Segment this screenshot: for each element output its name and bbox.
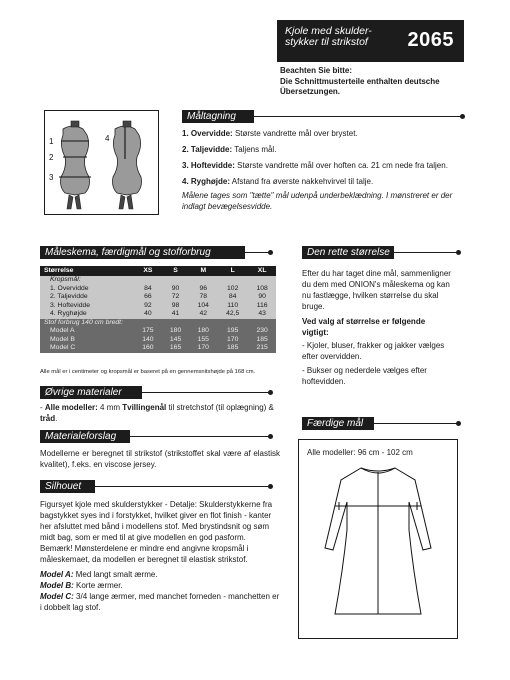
- row-label: 4. Ryghøjde: [50, 310, 87, 317]
- model-b: [40, 580, 280, 591]
- divider-dot: [268, 250, 273, 255]
- oevrige-body: - Alle modeller: 4 mm Tvillingenål til stretchstof (til oplægning) & tråd.: [40, 403, 274, 423]
- col-header: S: [162, 266, 190, 276]
- notice-line-3: Übersetzungen.: [280, 87, 341, 96]
- pattern-header: [277, 20, 464, 62]
- rette-stoerrelse-heading: Den rette størrelse: [302, 246, 394, 259]
- table-header-row: [40, 266, 276, 276]
- cell: 230: [248, 327, 276, 336]
- measure-note: Målene tages som "tætte" mål udenpå underbeklædning. I mønstreret er der indlagt bevægelsesvidde.: [182, 191, 453, 211]
- cell: 78: [199, 293, 208, 300]
- title-line-2: stykker til strikstof: [285, 36, 368, 48]
- cell: 98: [171, 301, 180, 309]
- item-label: Overvidde:: [190, 129, 233, 138]
- divider: [374, 423, 458, 424]
- measurement-figure: [44, 110, 159, 215]
- col-header: XL: [248, 266, 276, 276]
- cell: 96: [199, 284, 208, 292]
- maaltagning-heading: Måltagning: [182, 110, 254, 123]
- divider-dot: [268, 434, 273, 439]
- cell: 90: [258, 293, 266, 300]
- measure-item-4: [182, 176, 478, 187]
- cell: 116: [256, 301, 268, 309]
- silhouet-heading: Silhouet: [40, 480, 95, 493]
- item-label: Taljevidde:: [190, 145, 233, 154]
- label-2: 2: [49, 153, 54, 162]
- row-label: Model A: [40, 327, 134, 336]
- cell: 90: [171, 284, 180, 292]
- item-num: 2.: [182, 145, 189, 154]
- cell: 155: [189, 336, 217, 345]
- label-1: 1: [49, 137, 54, 146]
- translation-notice: [280, 66, 490, 98]
- item-text: Afstand fra øverste nakkehvirvel til talje.: [231, 177, 374, 186]
- cell: 140: [134, 336, 162, 345]
- divider-dot: [456, 250, 461, 255]
- col-header: Størrelse: [40, 266, 134, 276]
- cell: 84: [228, 293, 237, 300]
- cell: 43: [258, 310, 266, 317]
- measure-item-2: [182, 144, 478, 155]
- measure-item-1: [182, 128, 478, 139]
- finished-measure-figure: [298, 439, 458, 639]
- item-text: Taljens mål.: [234, 145, 277, 154]
- model-text: Med langt smalt ærme.: [75, 570, 158, 579]
- cell: 110: [227, 301, 239, 309]
- col-header: XS: [134, 266, 162, 276]
- size-table: [40, 266, 276, 353]
- materialeforslag-heading: Materialeforslag: [40, 430, 130, 443]
- table-row: [40, 344, 276, 353]
- notice-line-2: Die Schnittmusterteile enthalten deutsche: [280, 76, 440, 86]
- rette-stoerrelse-body: [302, 268, 452, 387]
- cell: 215: [248, 344, 276, 353]
- model-a: [40, 569, 280, 580]
- cell: 42: [199, 310, 208, 317]
- cell: 72: [171, 293, 180, 300]
- cell: 102: [227, 284, 239, 292]
- item-num: 1.: [182, 129, 189, 138]
- label-3: 3: [49, 173, 54, 182]
- cell: 92: [144, 301, 152, 309]
- oevrige-heading: Øvrige materialer: [40, 386, 142, 399]
- col-header: M: [189, 266, 217, 276]
- table-row: [40, 310, 276, 319]
- model-label: Model A:: [40, 570, 74, 579]
- table-footnote: Alle mål er i centimeter og kropsmål er baseret på en gennemsnitshøjde på 168 cm.: [40, 369, 256, 375]
- divider-dot: [460, 114, 465, 119]
- cell: 42,5: [226, 310, 240, 317]
- table-row: [40, 327, 276, 336]
- oevrige-bold: Alle modeller:: [44, 403, 98, 412]
- cell: 180: [162, 327, 190, 336]
- model-text: 3/4 lange ærmer, med manchet forneden - manchetten er i dobbelt lag stof.: [40, 592, 280, 612]
- divider: [394, 252, 458, 253]
- title-line-1: Kjole med skulder-: [285, 25, 372, 37]
- size-intro: Ved valg af størrelse er følgende vigtigt:: [302, 317, 426, 337]
- divider-dot: [268, 390, 273, 395]
- cell: 170: [189, 344, 217, 353]
- cell: 175: [134, 327, 162, 336]
- cell: 180: [189, 327, 217, 336]
- model-label: Model B:: [40, 581, 74, 590]
- divider-dot: [268, 484, 273, 489]
- materialeforslag-body: Modellerne er beregnet til strikstof (strikstoffet skal være af elastisk kvalitet), f.eks. en viscose jersey.: [40, 449, 280, 469]
- pattern-number: 2065: [407, 29, 454, 51]
- size-paragraph: Efter du har taget dine mål, sammenligner du dem med ONION's måleskema og kan nu fastlægge, hvilken størrelse du skal bruge.: [302, 269, 451, 311]
- row-label: Model C: [40, 344, 134, 353]
- silhouet-body: [40, 499, 280, 613]
- divider: [142, 392, 270, 393]
- cell: 145: [162, 336, 190, 345]
- item-text: Største vandrette mål over brystet.: [234, 129, 358, 138]
- maaltagning-list: [182, 128, 478, 212]
- cell: 160: [134, 344, 162, 353]
- body-form-illustration: [45, 111, 158, 214]
- notice-line-1: Beachten Sie bitte:: [280, 66, 353, 75]
- table-row: [40, 285, 276, 294]
- divider-dot: [456, 421, 461, 426]
- section-label: Kropsmål:: [50, 276, 81, 283]
- cell: 66: [144, 293, 152, 300]
- oevrige-bold: tråd: [40, 414, 56, 423]
- model-text: Korte ærmer.: [76, 581, 123, 590]
- label-4: 4: [105, 134, 110, 143]
- cell: 108: [256, 284, 268, 292]
- row-label: 2. Taljevidde: [50, 293, 88, 300]
- maaleskema-heading: Måleskema, færdigmål og stofforbrug: [40, 246, 245, 259]
- oevrige-text: .: [55, 414, 58, 423]
- row-label: Model B: [40, 336, 134, 345]
- divider: [130, 436, 270, 437]
- table-row: [40, 319, 276, 328]
- cell: 84: [144, 284, 152, 292]
- divider: [95, 486, 270, 487]
- faerdige-heading: Færdige mål: [302, 417, 374, 430]
- cell: 165: [162, 344, 190, 353]
- cell: 185: [217, 344, 248, 353]
- row-label: 3. Hoftevidde: [50, 301, 91, 309]
- item-num: 4.: [182, 177, 189, 186]
- cell: 195: [217, 327, 248, 336]
- oevrige-text: til stretchstof (til oplægning) &: [166, 403, 274, 412]
- pattern-title: [285, 26, 395, 48]
- cell: 41: [171, 310, 180, 317]
- model-c: [40, 591, 280, 613]
- oevrige-text: 4 mm: [97, 403, 123, 412]
- table-row: [40, 293, 276, 302]
- size-bullet: - Kjoler, bluser, frakker og jakker vælges efter overvidden.: [302, 341, 445, 361]
- table-row: [40, 276, 276, 285]
- dress-illustration: [299, 440, 457, 638]
- cell: 170: [217, 336, 248, 345]
- oevrige-bold: Tvillingenål: [122, 403, 167, 412]
- item-num: 3.: [182, 161, 189, 170]
- row-label: 1. Overvidde: [50, 284, 89, 292]
- cell: 185: [248, 336, 276, 345]
- divider: [254, 116, 462, 117]
- item-text: Største vandrette mål over hoften ca. 21 cm nede fra taljen.: [237, 161, 448, 170]
- finished-caption: Alle modeller: 96 cm - 102 cm: [307, 448, 413, 457]
- col-header: L: [217, 266, 248, 276]
- silhouet-description: Figursyet kjole med skulderstykker - Detalje: Skulderstykkerne fra bagstykket syes ind i forstykket, hvilket giver en flot finish - kanter her afsluttet med bånd i modellens stof. Med brystindsnit og søm midt bag, som er med til at give modellen en god pasform. Bemærk! Mønsterdelene er mindre end angivne kropsmål i måleskemaet, da modellen er beregnet til elastisk strikstof.: [40, 500, 273, 564]
- cell: 104: [197, 301, 209, 309]
- item-label: Ryghøjde:: [190, 177, 231, 186]
- measure-item-3: [182, 160, 478, 171]
- section-label: Stof forbrug 140 cm bredt:: [40, 319, 276, 328]
- item-label: Hoftevidde:: [190, 161, 235, 170]
- cell: 40: [144, 310, 152, 317]
- size-bullet: - Bukser og nederdele vælges efter hoftevidden.: [302, 366, 427, 386]
- model-label: Model C:: [40, 592, 74, 601]
- table-row: [40, 336, 276, 345]
- divider: [245, 252, 269, 253]
- table-row: [40, 302, 276, 311]
